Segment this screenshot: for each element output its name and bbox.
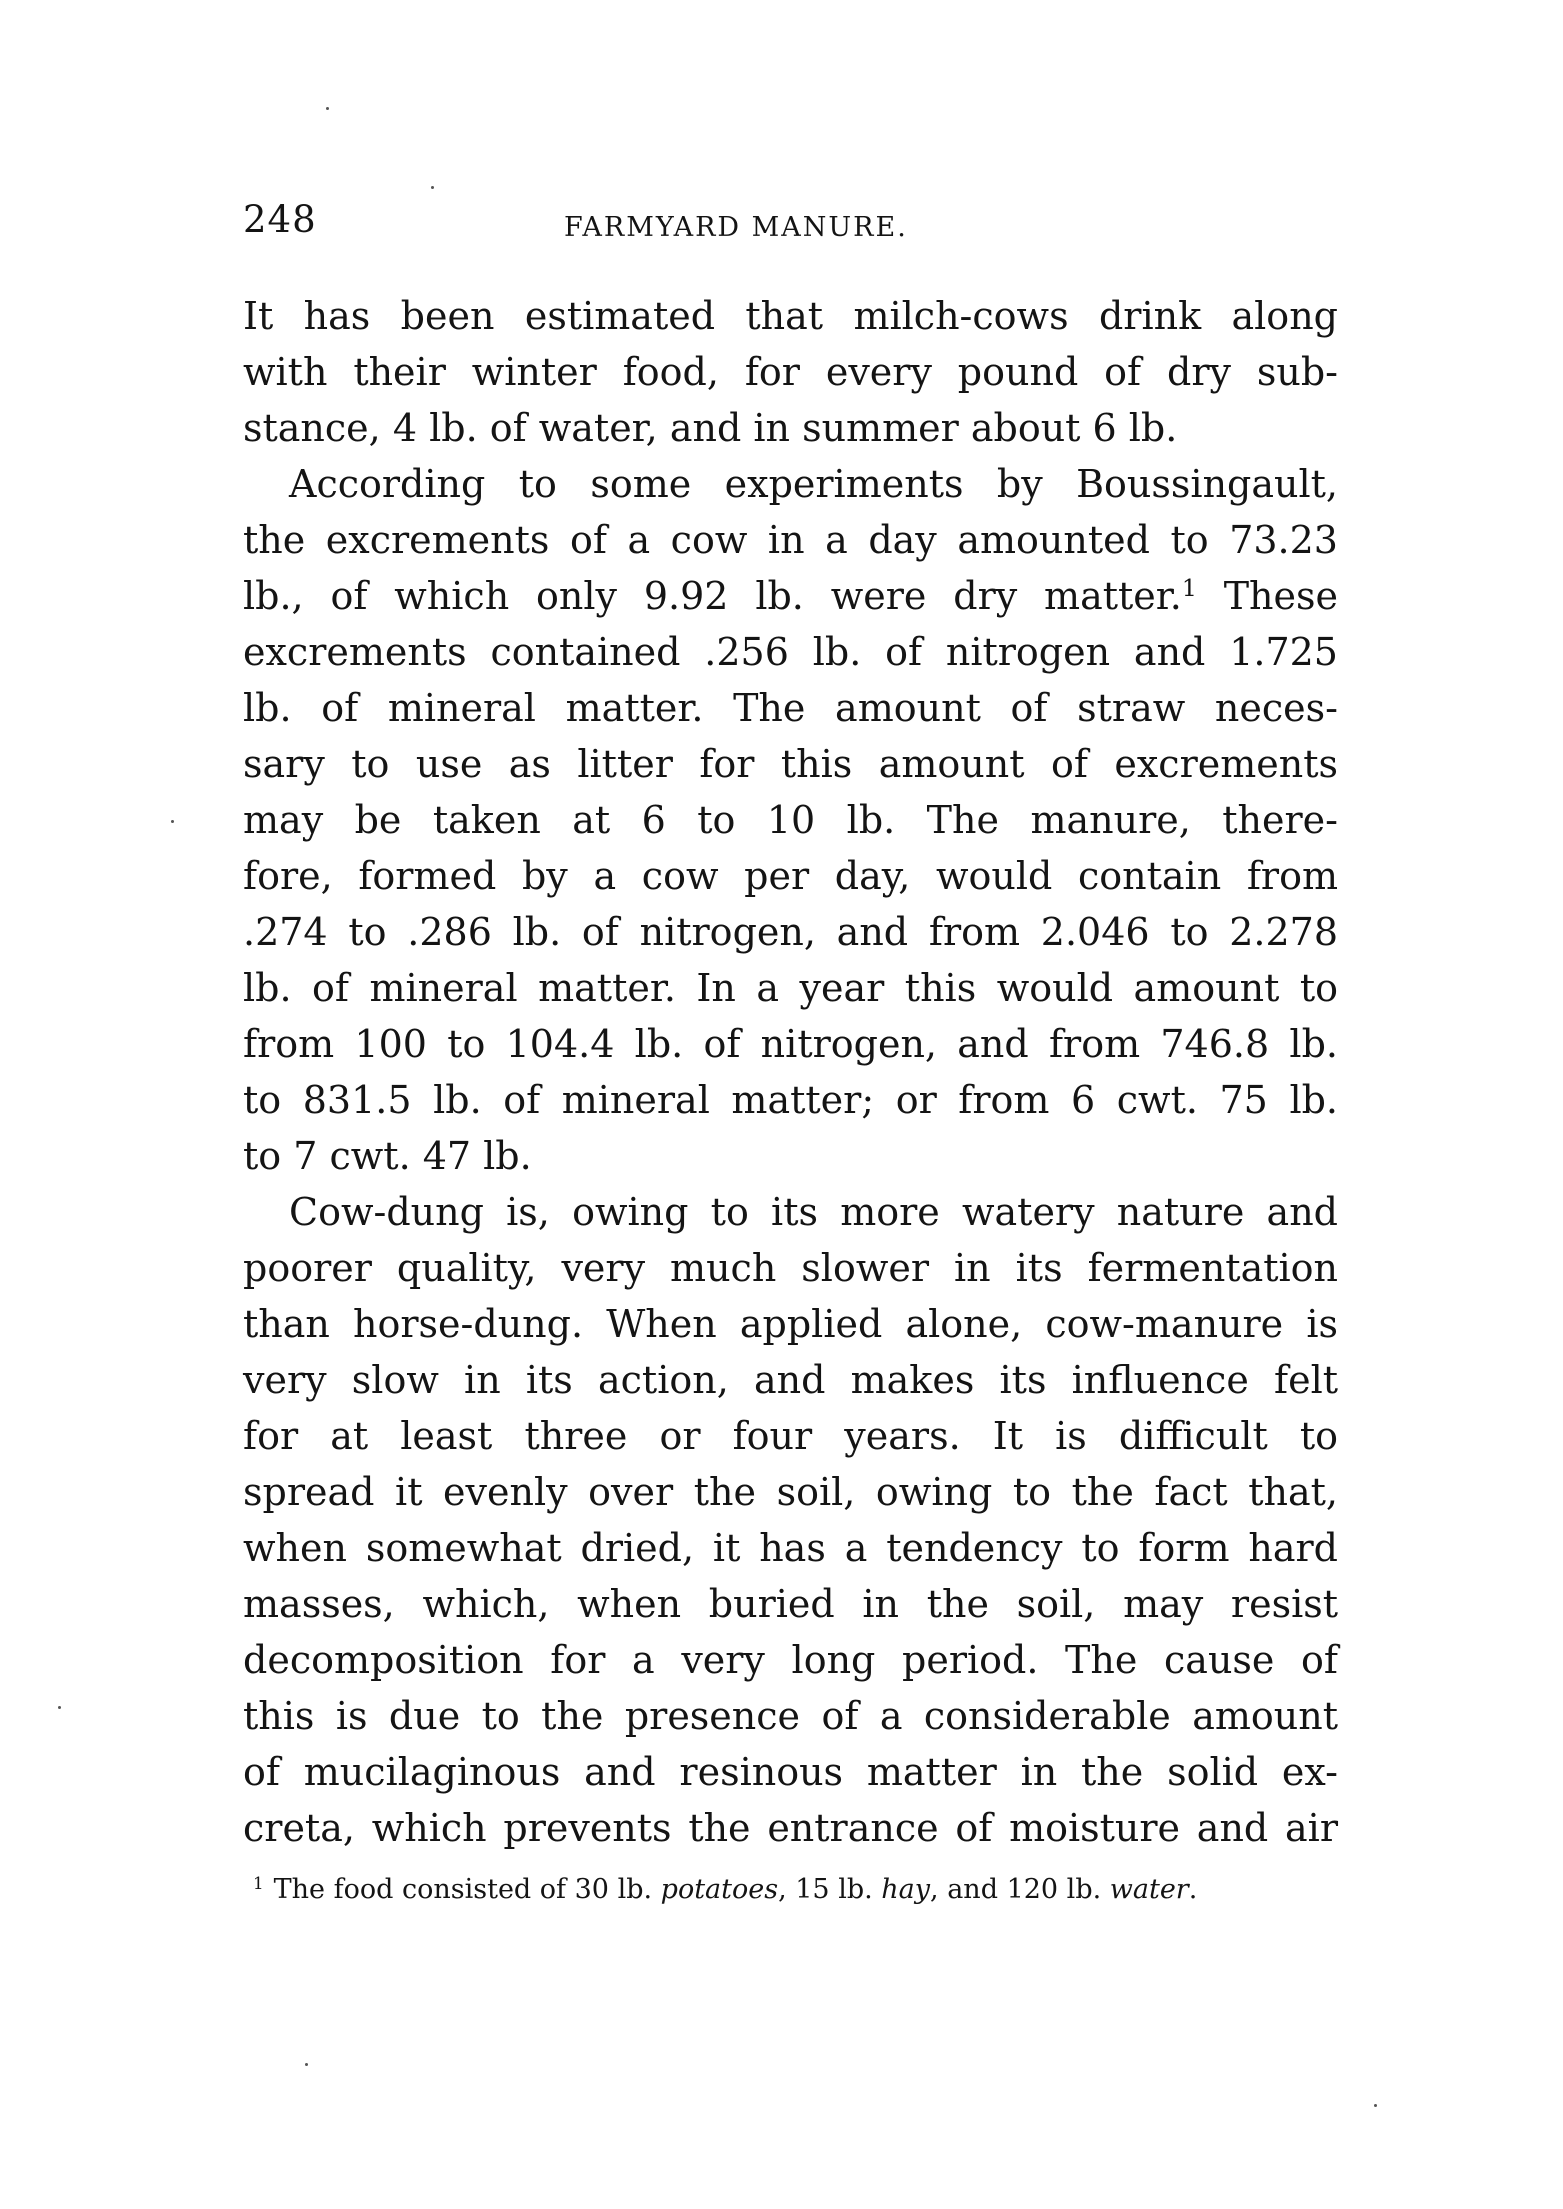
footnote-text: . <box>1188 1874 1198 1905</box>
text-line: excrements contained .256 lb. of nitrogen and 1.725 <box>243 630 1338 674</box>
text-line: decomposition for a very long period. The cause of <box>243 1638 1338 1682</box>
footnote-reference: 1 <box>1181 574 1197 603</box>
footnote-italic: water <box>1109 1874 1189 1905</box>
text-line: to 7 cwt. 47 lb. <box>243 1134 532 1178</box>
text-line: .274 to .286 lb. of nitrogen, and from 2.046 to 2.278 <box>243 910 1338 954</box>
scan-speck <box>431 186 434 189</box>
text-line: may be taken at 6 to 10 lb. The manure, there- <box>243 798 1338 842</box>
text-segment: These <box>1223 574 1338 618</box>
scan-speck <box>58 1706 61 1709</box>
text-line: from 100 to 104.4 lb. of nitrogen, and from 746.8 lb. <box>243 1022 1338 1066</box>
text-line-with-footnote-ref <box>243 568 1338 624</box>
running-head: FARMYARD MANURE. <box>564 212 908 243</box>
footnote <box>253 1870 1338 1910</box>
text-line: of mucilaginous and resinous matter in the solid ex- <box>243 1750 1338 1794</box>
text-line: spread it evenly over the soil, owing to the fact that, <box>243 1470 1338 1514</box>
text-line: masses, which, when buried in the soil, may resist <box>243 1582 1338 1626</box>
scan-speck <box>305 2063 308 2066</box>
text-line: lb. of mineral matter. The amount of straw neces- <box>243 686 1338 730</box>
text-line: when somewhat dried, it has a tendency to form hard <box>243 1526 1338 1570</box>
paragraph-start-line: According to some experiments by Boussingault, <box>289 462 1338 506</box>
paragraph-start-line: Cow-dung is, owing to its more watery nature and <box>289 1190 1338 1234</box>
text-line: stance, 4 lb. of water, and in summer about 6 lb. <box>243 406 1178 450</box>
scan-speck <box>1374 2104 1377 2107</box>
text-line: than horse-dung. When applied alone, cow-manure is <box>243 1302 1338 1346</box>
scan-speck <box>326 107 329 110</box>
footnote-marker: 1 <box>253 1872 264 1893</box>
text-line: for at least three or four years. It is difficult to <box>243 1414 1338 1458</box>
text-line: the excrements of a cow in a day amounted to 73.23 <box>243 518 1338 562</box>
page-number: 248 <box>243 198 317 241</box>
page-header <box>243 198 1343 258</box>
body-text <box>243 288 1338 1856</box>
text-line: this is due to the presence of a considerable amount <box>243 1694 1338 1738</box>
text-line: to 831.5 lb. of mineral matter; or from 6 cwt. 75 lb. <box>243 1078 1338 1122</box>
text-line: creta, which prevents the entrance of moisture and air <box>243 1806 1338 1850</box>
text-line: poorer quality, very much slower in its fermentation <box>243 1246 1338 1290</box>
footnote-italic: potatoes <box>660 1874 779 1905</box>
text-line: lb. of mineral matter. In a year this would amount to <box>243 966 1338 1010</box>
text-segment: lb., of which only 9.92 lb. were dry matter. <box>243 574 1182 618</box>
footnote-italic: hay <box>881 1874 931 1905</box>
scan-speck <box>171 820 174 823</box>
text-line: It has been estimated that milch-cows drink along <box>243 294 1338 338</box>
footnote-text: , and 120 lb. <box>930 1874 1110 1905</box>
text-line: sary to use as litter for this amount of excrements <box>243 742 1338 786</box>
footnote-text: , 15 lb. <box>778 1874 882 1905</box>
footnote-text: The food consisted of 30 lb. <box>273 1874 661 1905</box>
text-line: with their winter food, for every pound of dry sub- <box>243 350 1338 394</box>
text-line: fore, formed by a cow per day, would contain from <box>243 854 1338 898</box>
text-line: very slow in its action, and makes its influence felt <box>243 1358 1338 1402</box>
